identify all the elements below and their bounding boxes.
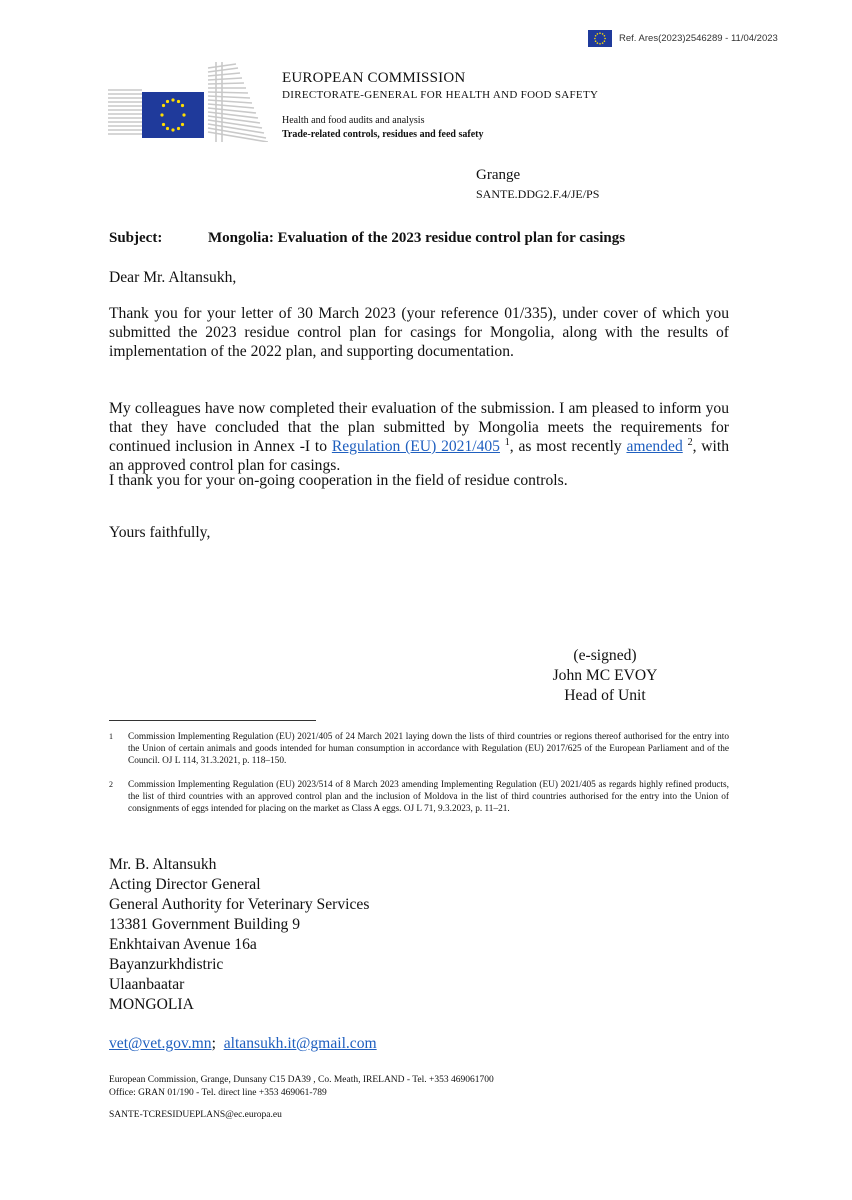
footnote-ref-1[interactable]: 1 — [504, 436, 510, 448]
signature-title: Head of Unit — [564, 687, 646, 704]
sender-reference: SANTE.DDG2.F.4/JE/PS — [476, 187, 600, 201]
salutation: Dear Mr. Altansukh, — [109, 269, 237, 286]
paragraph-2-text-a: My colleagues have now completed their evaluation of the submission. I am pleased to inform you that they have concluded that the plan submitted by Mongolia meets the requirements for continued inclusion in Annex -I to — [109, 400, 729, 455]
footnote-1 — [109, 731, 729, 767]
directorate-name: DIRECTORATE-GENERAL FOR HEALTH AND FOOD SAFETY — [282, 89, 599, 101]
recipient-name: Mr. B. Altansukh — [109, 856, 217, 873]
footer-address — [109, 1074, 494, 1100]
ares-reference: Ref. Ares(2023)2546289 - 11/04/2023 — [619, 33, 778, 44]
paragraph-2 — [109, 399, 729, 475]
closing: Yours faithfully, — [109, 524, 211, 541]
footer-line-2: Office: GRAN 01/190 - Tel. direct line +353 469061-789 — [109, 1088, 327, 1098]
recipient-district: Bayanzurkhdistric — [109, 956, 224, 973]
signature-esigned: (e-signed) — [573, 647, 637, 664]
unit-line-1: Health and food audits and analysis — [282, 115, 425, 126]
european-commission-logo-icon — [108, 62, 268, 142]
paragraph-2-text-c: , with an approved control plan for casings. — [109, 438, 729, 474]
recipient-city: Ulaanbaatar — [109, 976, 185, 993]
regulation-link[interactable]: Regulation (EU) 2021/405 — [331, 438, 500, 455]
eu-flag-icon — [588, 30, 612, 47]
email-link-vet[interactable]: vet@vet.gov.mn — [109, 1035, 212, 1052]
signature-name: John MC EVOY — [552, 667, 658, 684]
subject-line — [109, 230, 625, 247]
email-separator: ; — [211, 1035, 220, 1052]
recipient-address — [109, 855, 369, 1015]
footnote-number: 2 — [109, 780, 113, 789]
paragraph-3: I thank you for your on-going cooperation in the field of residue controls. — [109, 472, 568, 489]
organisation-name: EUROPEAN COMMISSION — [282, 70, 466, 86]
amended-link[interactable]: amended — [626, 438, 683, 455]
paragraph-1: Thank you for your letter of 30 March 2023 (your reference 01/335), under cover of which you submitted the 2023 residue control plan for casings for Mongolia, along with the results of implementation of the 2022 plan, and supporting documentation. — [109, 305, 729, 360]
footnote-text: Commission Implementing Regulation (EU) 2021/405 of 24 March 2021 laying down the lists of third countries or regions thereof authorised for the entry into the Union of certain animals and goods intended for human consumption in accordance with Regulation (EU) 2017/625 of the European Parliament and of the Council. OJ L 114, 31.3.2021, p. 118–150. — [128, 732, 729, 766]
footnote-text: Commission Implementing Regulation (EU) 2023/514 of 8 March 2023 amending Implementing Regulation (EU) 2021/405 as regards highly refined products, the list of third countries with an approved control plan and the inclusion of Moldova in the list of third countries authorised for the entry into the Union of consignments of eggs intended for placing on the market as Class A eggs. OJ L 71, 9.3.2023, p. 11–21. — [128, 780, 729, 814]
recipient-title: Acting Director General — [109, 876, 261, 893]
footer-line-1: European Commission, Grange, Dunsany C15 DA39 , Co. Meath, IRELAND - Tel. +353 469061700 — [109, 1075, 494, 1085]
footnote-divider — [109, 720, 316, 721]
footnote-number: 1 — [109, 732, 113, 741]
recipient-building: 13381 Government Building 9 — [109, 916, 301, 933]
recipient-emails — [109, 1035, 377, 1053]
recipient-street: Enkhtaivan Avenue 16a — [109, 936, 257, 953]
recipient-organisation: General Authority for Veterinary Services — [109, 896, 370, 913]
footnote-2 — [109, 779, 729, 815]
unit-line-2: Trade-related controls, residues and feed safety — [282, 129, 484, 140]
footer-mailbox: SANTE-TCRESIDUEPLANS@ec.europa.eu — [109, 1110, 282, 1120]
footnote-ref-2[interactable]: 2 — [687, 436, 693, 448]
sender-place: Grange — [476, 167, 521, 183]
subject-text: Mongolia: Evaluation of the 2023 residue control plan for casings — [208, 230, 626, 246]
email-link-altansukh[interactable]: altansukh.it@gmail.com — [223, 1035, 377, 1052]
subject-label: Subject: — [109, 230, 163, 246]
recipient-country: MONGOLIA — [109, 996, 194, 1013]
paragraph-2-text-b: , as most recently — [509, 438, 627, 455]
signature-block — [480, 646, 730, 706]
